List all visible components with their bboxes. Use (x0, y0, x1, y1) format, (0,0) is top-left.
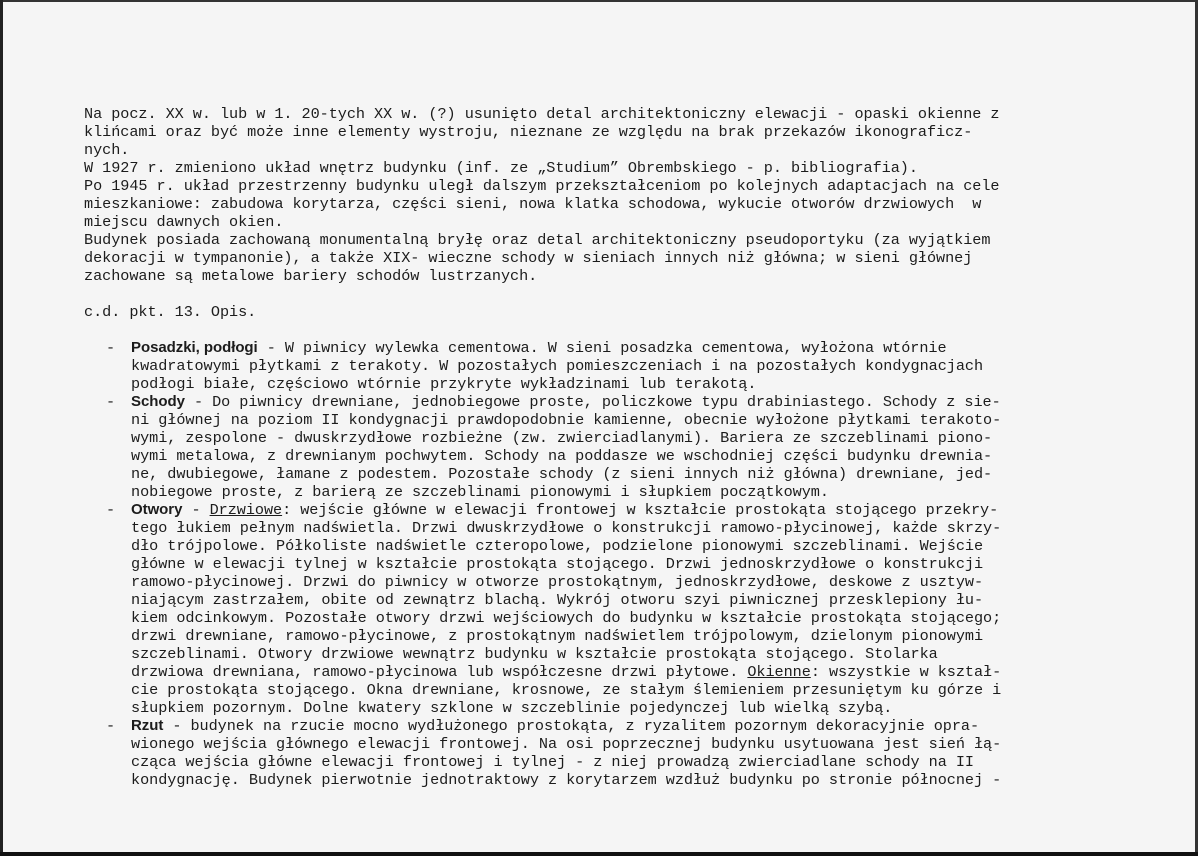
item-line: dło trójpolowe. Półkoliste nadświetle czteropolowe, podzielone pionowymi szczeblinami. Wejście (131, 537, 984, 555)
item-line: kwadratowymi płytkami z terakoty. W pozostałych pomieszczeniach i na pozostałych kondygnacjach (131, 357, 984, 375)
item-line: główne w elewacji tylnej w kształcie prostokąta stojącego. Drzwi jednoskrzydłowe o konstrukcji (131, 555, 984, 573)
item-line: cząca wejścia główne elewacji frontowej i tylnej - z niej prowadzą zwierciadlane schody na II (131, 753, 974, 771)
item-line: kiem odcinkowym. Pozostałe otwory drzwi wejściowych do budynku w kształcie prostokąta stojącego; (131, 609, 1002, 627)
intro-line: zachowane są metalowe bariery schodów lustrzanych. (84, 267, 538, 285)
item-line: ne, dwubiegowe, łamane z podestem. Pozostałe schody (z sieni innych niż główna) drewniane, jed- (131, 465, 993, 483)
item-text: - (182, 501, 210, 519)
document-body (84, 105, 1104, 789)
item-line: drzwi drewniane, ramowo-płycinowe, z prostokątnym nadświetlem trójpolowym, dzielonym pionowymi (131, 627, 984, 645)
item-line: podłogi białe, częściowo wtórnie przykryte wykładzinami lub terakotą. (131, 375, 757, 393)
item-line: niającym zastrzałem, obite od zewnątrz blachą. Wykrój otworu szyi piwnicznej przesklepiony łu- (131, 591, 984, 609)
item-line: tego łukiem pełnym nadświetla. Drzwi dwuskrzydłowe o konstrukcji ramowo-płycinowej, każde skrzy- (131, 519, 1002, 537)
item-text: - budynek na rzucie mocno wydłużonego prostokąta, z ryzalitem pozornym dekoracyjnie opra- (163, 717, 980, 735)
item-text: - W piwnicy wylewka cementowa. W sieni posadzka cementowa, wyłożona wtórnie (257, 339, 947, 357)
item-heading: Schody (131, 393, 185, 410)
item-heading: Posadzki, podłogi (131, 339, 258, 356)
item-text: - Do piwnicy drewniane, jednobiegowe proste, policzkowe typu drabiniastego. Schody z sie- (184, 393, 1001, 411)
item-line: słupkiem pozornym. Dolne kwatery szklone w szczeblinie pojedynczej lub wielką szybą. (131, 699, 893, 717)
bullet-dash: - (106, 339, 116, 357)
intro-line: dekoracji w tympanonie), a także XIX- wieczne schody w sieniach innych niż główna; w sieni głównej (84, 249, 973, 267)
list-item-rzut (84, 717, 1104, 789)
scan-border-left (0, 0, 3, 856)
item-line: wymi metalowa, z drewnianym pochwytem. Schody na poddasze we wschodniej części budynku drewnia- (131, 447, 993, 465)
item-line: wionego wejścia głównego elewacji frontowej. Na osi poprzecznej budynku usytuowana jest sień łą- (131, 735, 1002, 753)
scan-border-top (0, 0, 1198, 2)
section-reference: c.d. pkt. 13. Opis. (84, 303, 257, 321)
intro-line: Budynek posiada zachowaną monumentalną bryłę oraz detal architektoniczny pseudoportyku (za wyjątkiem (84, 231, 991, 249)
intro-paragraph (84, 105, 1104, 285)
item-text: : wszystkie w kształ- (810, 663, 1002, 681)
item-heading: Otwory (131, 501, 183, 518)
item-line: wymi, zespolone - dwuskrzydłowe rozbieżne (zw. zwierciadlanymi). Bariera ze szczeblinami piono- (131, 429, 993, 447)
item-subheading: Drzwiowe (209, 501, 283, 519)
item-line: cie prostokąta stojącego. Okna drewniane, krosnowe, ze stałym ślemieniem przesuniętym ku górze i (131, 681, 1002, 699)
bullet-dash: - (106, 393, 116, 411)
list-item-posadzki (84, 339, 1104, 393)
item-line: kondygnację. Budynek pierwotnie jednotraktowy z korytarzem wzdłuż budynku po stronie północnej - (131, 771, 1002, 789)
item-line: ni głównej na poziom II kondygnacji prawdopodobnie kamienne, obecnie wyłożone płytkami terakoto- (131, 411, 1002, 429)
intro-line: klińcami oraz być może inne elementy wystroju, nieznane ze względu na brak przekazów ikonograficz- (84, 123, 973, 141)
intro-line: nych. (84, 141, 130, 159)
intro-line: miejscu dawnych okien. (84, 213, 284, 231)
item-line: ramowo-płycinowej. Drzwi do piwnicy w otworze prostokątnym, jednoskrzydłowe, deskowe z usztyw- (131, 573, 984, 591)
item-heading: Rzut (131, 717, 164, 734)
item-line: nobiegowe proste, z barierą ze szczeblinami pionowymi i słupkiem początkowym. (131, 483, 829, 501)
item-subheading: Okienne (747, 663, 811, 681)
item-line: szczeblinami. Otwory drzwiowe wewnątrz budynku w kształcie prostokąta stojącego. Stolarka (131, 645, 938, 663)
item-text: : wejście główne w elewacji frontowej w kształcie prostokąta stojącego przekry- (282, 501, 999, 519)
list-item-otwory (84, 501, 1104, 717)
bullet-dash: - (106, 501, 116, 519)
intro-line: W 1927 r. zmieniono układ wnętrz budynku (inf. ze „Studium” Obrembskiego - p. bibliografia). (84, 159, 918, 177)
bullet-dash: - (106, 717, 116, 735)
scan-border-bottom (0, 852, 1198, 856)
intro-line: Po 1945 r. układ przestrzenny budynku uległ dalszym przekształceniom po kolejnych adaptacjach na cele (84, 177, 1000, 195)
intro-line: Na pocz. XX w. lub w 1. 20-tych XX w. (?) usunięto detal architektoniczny elewacji - opaski okienne z (84, 105, 1000, 123)
item-text: drzwiowa drewniana, ramowo-płycinowa lub współczesne drzwi płytowe. (131, 663, 748, 681)
intro-line: mieszkaniowe: zabudowa korytarza, części sieni, nowa klatka schodowa, wykucie otworów drzwiowych w (84, 195, 982, 213)
list-item-schody (84, 393, 1104, 501)
